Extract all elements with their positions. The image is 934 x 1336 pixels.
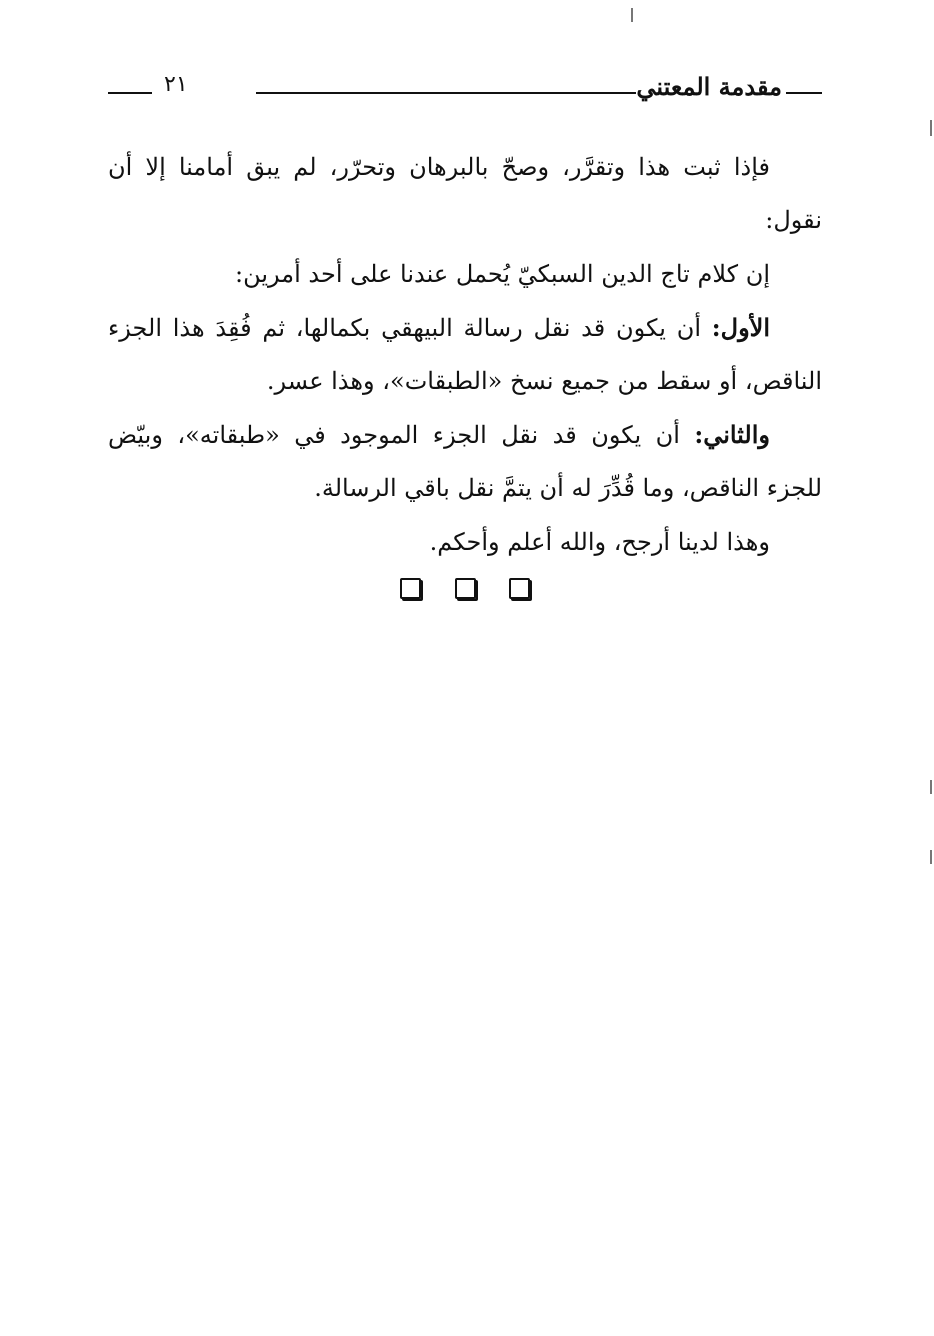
- paragraph-text: أن يكون قد نقل رسالة البيهقي بكمالها، ثم فُقِدَ هذا الجزء الناقص، أو سقط من جميع نسخ «الطبقات»، وهذا عسر.: [108, 314, 822, 395]
- scan-mark: [930, 850, 932, 864]
- paragraph: [108, 301, 822, 408]
- scan-mark: [930, 780, 932, 794]
- scan-mark: [631, 8, 633, 22]
- scan-mark: [930, 120, 932, 136]
- hollow-square-icon: [455, 578, 476, 599]
- body-text: [108, 140, 822, 569]
- hollow-square-icon: [509, 578, 530, 599]
- paragraph-lead: والثاني:: [694, 420, 770, 449]
- running-header: [108, 70, 822, 110]
- paragraph-text: أن يكون قد نقل الجزء الموجود في «طبقاته»، وبيّض للجزء الناقص، وما قُدِّرَ له أن يتمَّ نقل باقي الرسالة.: [108, 421, 822, 502]
- paragraph: [108, 140, 822, 247]
- paragraph-text: فإذا ثبت هذا وتقرَّر، وصحّ بالبرهان وتحرّر، لم يبق أمامنا إلا أن نقول:: [108, 153, 822, 234]
- hollow-square-icon: [400, 578, 421, 599]
- paragraph: [108, 247, 822, 301]
- paragraph-text: وهذا لدينا أرجح، والله أعلم وأحكم.: [429, 528, 770, 556]
- paragraph-lead: الأول:: [711, 313, 771, 342]
- header-title: مقدمة المعتني: [636, 72, 782, 101]
- paragraph: [108, 515, 822, 569]
- paragraph-text: إن كلام تاج الدين السبكيّ يُحمل عندنا على أحد أمرين:: [234, 260, 770, 288]
- header-rule-middle: [256, 92, 636, 94]
- section-end-ornament: [400, 578, 530, 602]
- header-rule-right: [786, 92, 822, 94]
- header-rule-left: [108, 92, 152, 94]
- paragraph: [108, 408, 822, 515]
- page-number: ٢١: [164, 72, 188, 97]
